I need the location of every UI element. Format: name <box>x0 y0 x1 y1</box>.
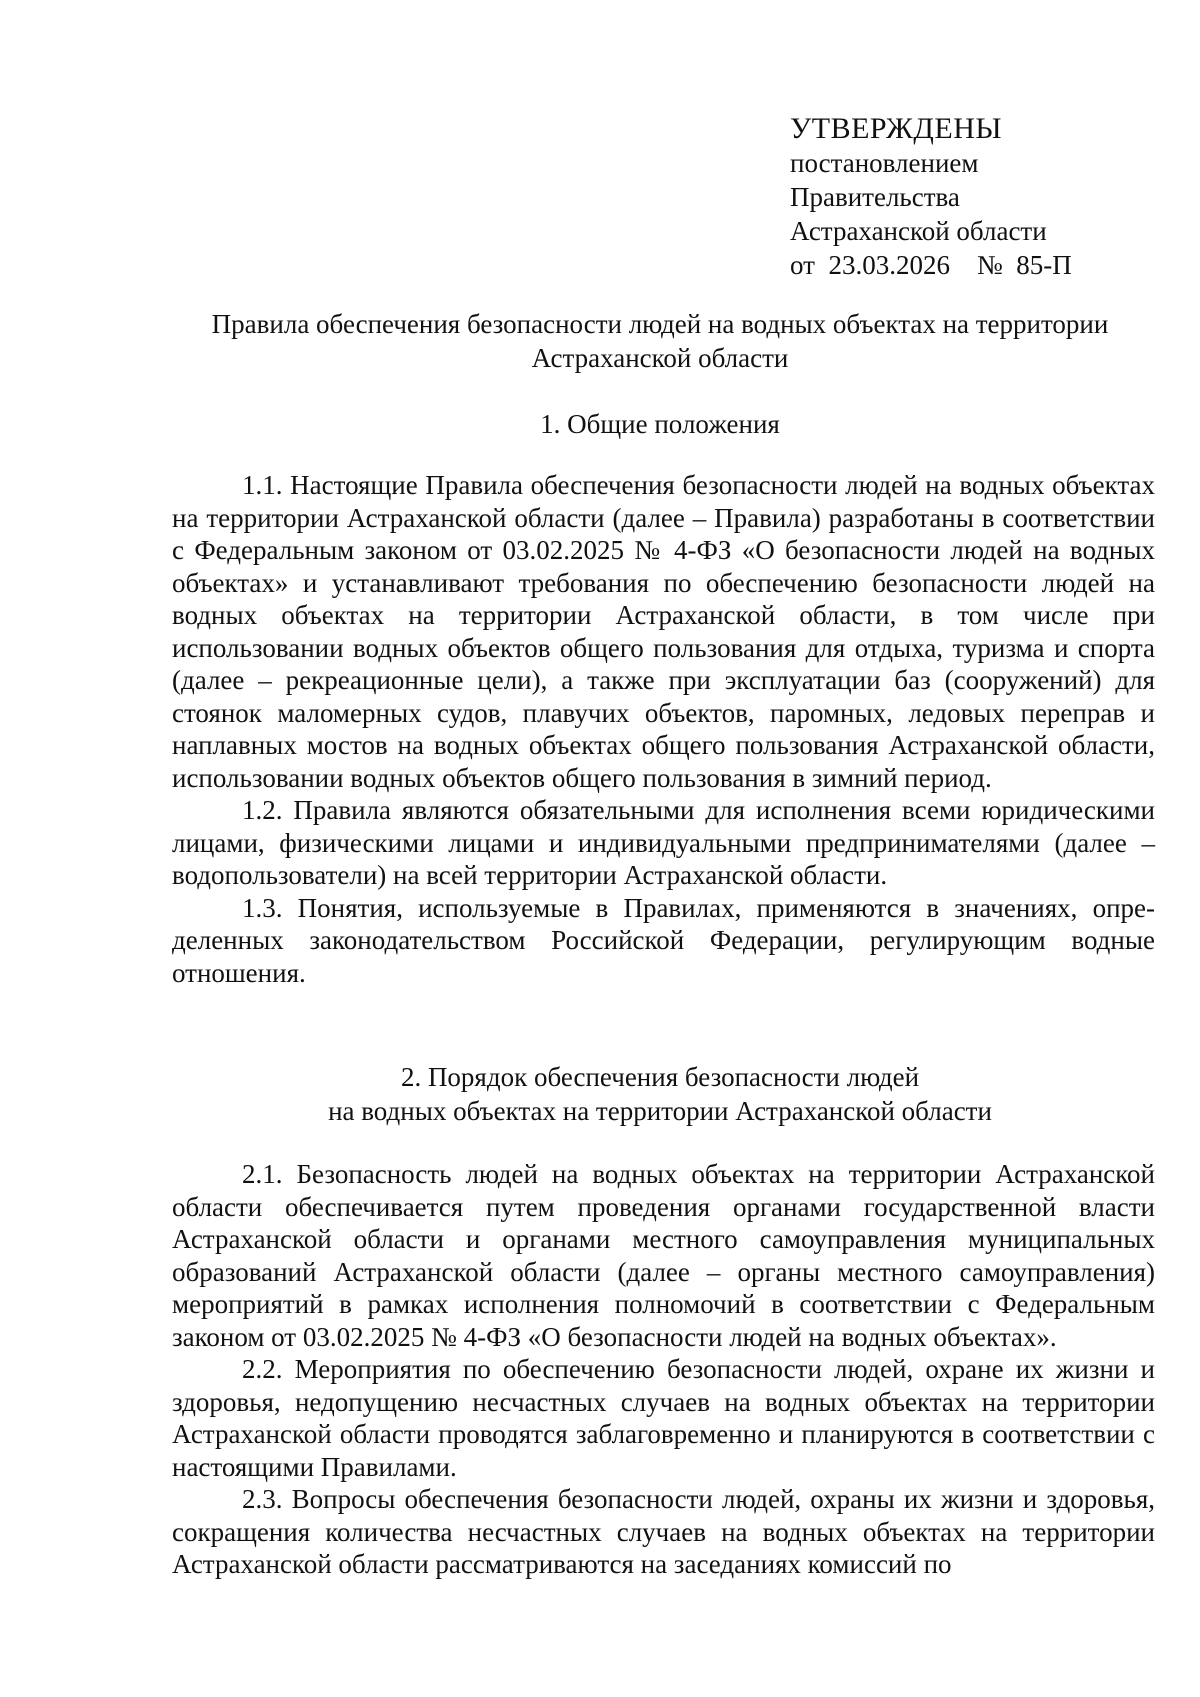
section-2-heading-line: на водных объектах на территории Астраханской области <box>328 1096 992 1126</box>
paragraph-2-3: 2.3. Вопросы обеспечения безопасности людей, охраны их жизни и здоровья, сокращения количества несчастных случаев на водных объектах на территории Астраханской области рассматриваются на заседаниях комиссий по <box>172 1484 1155 1579</box>
paragraph-2-1: 2.1. Безопасность людей на водных объектах на территории Астраханской области обеспечивается путем проведения органами государственной власти Астраханской области и органами местного самоуправления муниципальных образований Астраханской области (далее – органы местного самоуправления) мероприятий в рамках исполнения полномочий в соответствии с Федеральным законом от 03.02.2025 № 4-ФЗ «О безопасности людей на водных объектах». <box>172 1159 1155 1352</box>
section-2-body <box>172 1158 1155 1581</box>
document-title-line: Правила обеспечения безопасности людей на водных объектах на территории <box>211 309 1109 339</box>
section-2-heading <box>150 1060 1170 1128</box>
paragraph-1-1: 1.1. Настоящие Правила обеспечения безопасности людей на водных объектах на территории Астраханской области (далее – Правила) разработаны в соответствии с Федеральным законом от 03.02.2025 № 4-ФЗ «О безопасности людей на водных объектах» и устанавливают требования по обеспечению безопасности людей на водных объектах на территории Астраханской области, в том числе при использовании водных объектов общего пользования для отдыха, туризма и спорта (далее – рекреационные цели), а также при эксплуатации баз (сооружений) для стоянок маломерных судов, плавучих объектов, паромных, ледовых переправ и наплавных мостов на водных объектах общего пользования Астраханской области, использовании водных объектов общего пользования в зимний период. <box>172 470 1155 793</box>
document-title-line: Астраханской области <box>531 343 789 373</box>
approval-stamp <box>790 112 1072 282</box>
section-1-heading: 1. Общие положения <box>540 409 780 439</box>
document-title <box>150 307 1170 375</box>
paragraph-1-2: 1.2. Правила являются обязательными для исполнения всеми юридическими лицами, физическими лицами и индивидуальными предпринимателями (далее – водопользователи) на всей территории Астраханской области. <box>172 795 1155 890</box>
approval-line: Правительства <box>790 182 960 212</box>
approval-date-number: от 23.03.2026 № 85-П <box>790 250 1072 280</box>
approval-line: Астраханской области <box>790 216 1047 246</box>
approval-line: постановлением <box>790 148 979 178</box>
paragraph-2-2: 2.2. Мероприятия по обеспечению безопасности людей, охране их жизни и здоровья, недопущению несчастных случаев на водных объектах на территории Астраханской области проводятся заблаговременно и планируются в соответствии с настоящими Правилами. <box>172 1354 1155 1482</box>
approval-title: УТВЕРЖДЕНЫ <box>790 112 1003 145</box>
section-1-body <box>172 469 1155 989</box>
section-2-heading-line: 2. Порядок обеспечения безопасности людей <box>400 1062 920 1092</box>
paragraph-1-3: 1.3. Понятия, используемые в Правилах, применяются в значениях, определенных законодательством Российской Федерации, регулирующим водные отношения. <box>172 892 1155 988</box>
